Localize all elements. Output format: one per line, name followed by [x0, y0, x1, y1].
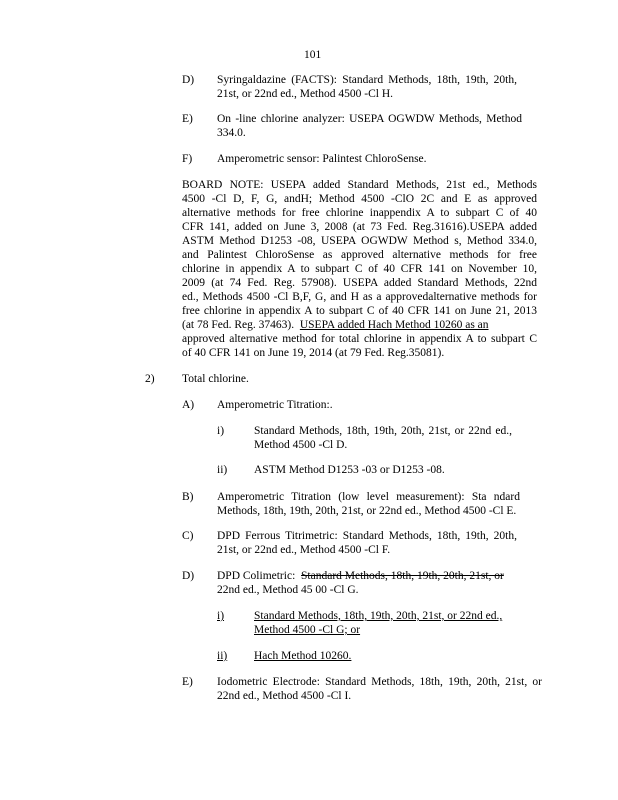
item-f-text: Amperometric sensor: Palintest ChloroSense. — [217, 153, 427, 165]
text-line: free chlorine in appendix A to subpart C of 40 CFR 141 on June 21, 2013 — [182, 305, 537, 317]
item-a-text: Amperometric Titration:. — [217, 399, 333, 411]
item-label-e: E) — [182, 113, 193, 125]
item-label-f: F) — [182, 153, 193, 165]
text-line: Standard Methods, 18th, 19th, 20th, 21st, or 22nd ed., — [254, 425, 512, 437]
text-line: 4500 -Cl D, F, G, andH; Method 4500 -ClO 2C and E as approved — [182, 193, 537, 205]
text-segment: (at 78 Fed. Reg. 37463). — [182, 319, 295, 331]
text-line: chlorine in appendix A to subpart C of 40 CFR 141 on November 10, — [182, 263, 537, 275]
section-label-2: 2) — [145, 373, 155, 385]
subitem-d2-ii-text — [217, 649, 357, 663]
subitem-d2-i-text — [217, 609, 515, 637]
text-line: 21st, or 22nd ed., Method 4500 -Cl F. — [217, 544, 391, 556]
text-line: alternative methods for free chlorine inappendix A to subpart C of 40 — [182, 207, 537, 219]
page-number: 101 — [304, 49, 322, 61]
item-label-d2: D) — [182, 570, 195, 582]
text-line: ASTM Method D1253 -08, USEPA OGWDW Method s, Method 334.0, — [182, 235, 537, 247]
text-line: Method 4500 -Cl D. — [254, 439, 348, 451]
item-e-text — [217, 112, 522, 140]
item-d-text — [217, 73, 517, 101]
subitem-a-ii-text: ASTM Method D1253 -03 or D1253 -08. — [254, 464, 445, 476]
struck-text: Standard Methods, 18th, 19th, 20th, 21st, or — [301, 570, 504, 582]
item-label-a: A) — [182, 399, 195, 411]
text-line: Syringaldazine (FACTS): Standard Methods, 18th, 19th, 20th, — [217, 74, 517, 86]
text-line — [182, 318, 537, 332]
item-label-c: C) — [182, 530, 194, 542]
item-b-text — [217, 490, 520, 518]
subitem-a-i-text — [254, 424, 512, 452]
text-line: 22nd ed., Method 4500 -Cl I. — [217, 690, 352, 702]
underlined-label: i) — [217, 610, 225, 622]
text-segment: DPD Colimetric: — [217, 570, 296, 582]
text-line: Methods, 18th, 19th, 20th, 21st, or 22nd ed., Method 4500 -Cl E. — [217, 505, 517, 517]
section-title-total-chlorine: Total chlorine. — [182, 373, 249, 385]
text-line: 2009 (at 74 Fed. Reg. 57908). USEPA added Standard Methods, 22nd — [182, 277, 537, 289]
item-e2-text — [217, 675, 542, 703]
text-line: of 40 CFR 141 on June 19, 2014 (at 79 Fed. Reg.35081). — [182, 347, 445, 359]
item-c-text — [217, 529, 517, 557]
text-line: DPD Ferrous Titrimetric: Standard Methods, 18th, 19th, 20th, — [217, 530, 517, 542]
text-line: approved alternative method for total chlorine in appendix A to subpart C — [182, 333, 537, 345]
text-line: 334.0. — [217, 127, 246, 139]
text-line: and Palintest ChloroSense as approved alternative methods for free — [182, 249, 537, 261]
underlined-addition: Method 4500 -Cl G; or — [254, 624, 361, 636]
underlined-addition: Standard Methods, 18th, 19th, 20th, 21st, or 22nd ed., — [254, 610, 503, 622]
item-label-d: D) — [182, 74, 195, 86]
text-line: BOARD NOTE: USEPA added Standard Methods, 21st ed., Methods — [182, 179, 537, 191]
text-line: Iodometric Electrode: Standard Methods, 18th, 19th, 20th, 21st, or — [217, 676, 542, 688]
text-line: On -line chlorine analyzer: USEPA OGWDW Methods, Method — [217, 113, 522, 125]
text-line: Amperometric Titration (low level measurement): Sta ndard — [217, 491, 520, 503]
underlined-addition: Hach Method 10260. — [254, 650, 352, 662]
text-line: ed., Methods 4500 -Cl B,F, G, and H as a approvedalternative methods for — [182, 291, 537, 303]
text-line: 21st, or 22nd ed., Method 4500 -Cl H. — [217, 88, 394, 100]
board-note — [182, 178, 537, 360]
item-d2-text — [217, 569, 522, 597]
item-label-b: B) — [182, 491, 194, 503]
underlined-amendment: USEPA added Hach Method 10260 as an — [299, 319, 489, 331]
text-line: 22nd ed., Method 45 00 -Cl G. — [217, 584, 359, 596]
text-line — [217, 569, 522, 583]
text-line: CFR 141, added on June 3, 2008 (at 73 Fed. Reg.31616).USEPA added — [182, 221, 537, 233]
text-line — [217, 623, 515, 637]
subitem-label-i: i) — [217, 425, 225, 437]
item-label-e2: E) — [182, 676, 193, 688]
underlined-label: ii) — [217, 650, 228, 662]
subitem-label-ii: ii) — [217, 464, 228, 476]
